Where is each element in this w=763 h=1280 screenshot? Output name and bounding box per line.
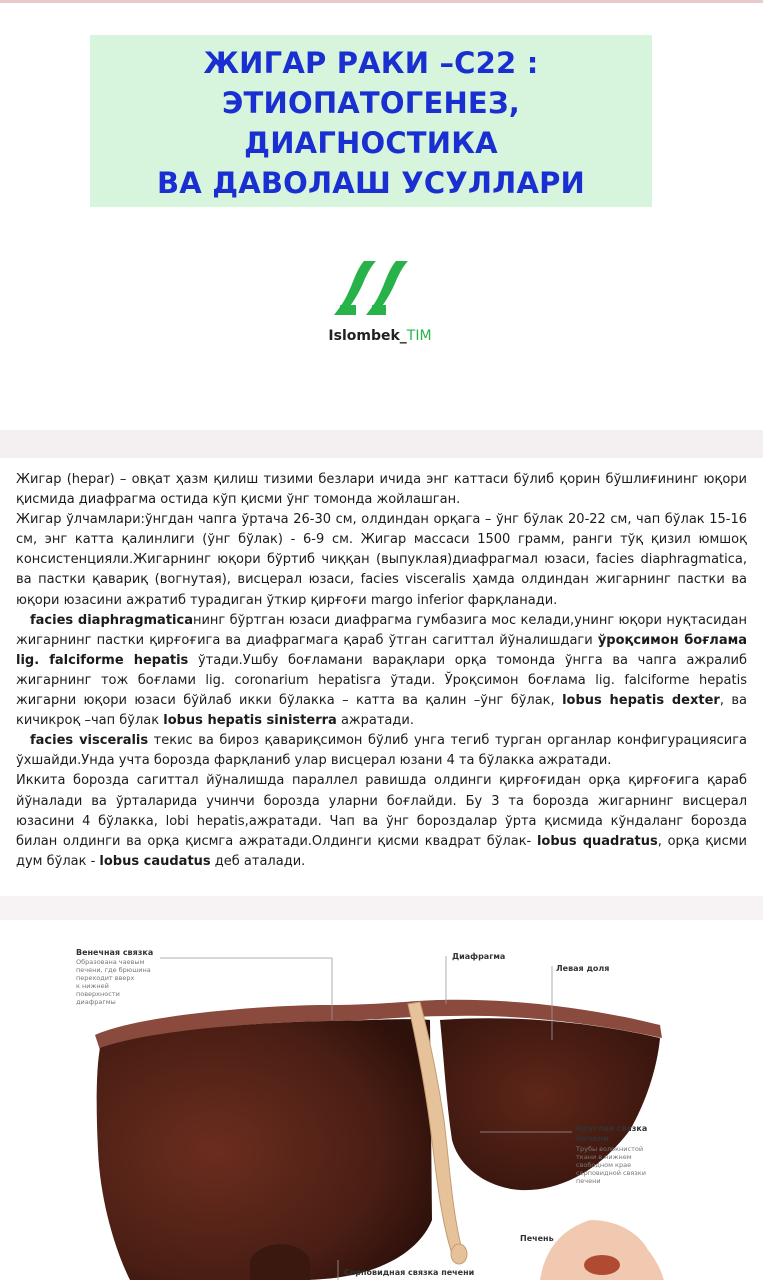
coronary-desc-line-6: диафрагмы [76, 998, 116, 1006]
paragraph-3-text-2: ўтади.Ушбу боғламани варақлари орқа томонда ўнгга ва чапга ажралиб жигарнинг тож боғлами lig. coronarium hepatisга ўтади. Ўроқсимон боғлама lig. falciforme hepatis жигарни юқори юзаси бўйлаб икки бўлакка – катта ва қалин –ўнг бўлак, [16, 652, 747, 709]
round-desc-line-5: печени [576, 1177, 601, 1185]
label-round-ligament: Круглая связка [576, 1124, 648, 1133]
coronary-desc-line-1: Образована чаевым [76, 958, 145, 966]
term-lobus-dexter: lobus hepatis dexter [562, 693, 720, 709]
paragraph-4 [16, 731, 747, 771]
logo-suffix: TIM [406, 328, 432, 344]
title-line-4: ВА ДАВОЛАШ УСУЛЛАРИ [156, 166, 586, 200]
torso-liver-icon [584, 1255, 620, 1275]
label-liver: Печень [520, 1234, 554, 1243]
anatomy-text-slide [0, 458, 763, 896]
channel-logo-icon [334, 259, 408, 317]
paragraph-2: Жигар ўлчамлари:ўнгдан чапга ўртача 26-30 см, олдиндан орқага – ўнг бўлак 20-22 см, чап бўлак 15-16 см, энг катта қалинлиги (ўнг бўлак) - 6-9 см. Жигар массаси 1500 грамм, ранги тўқ қизил юмшоқ консистенцияли.Жигарнинг юқори бўртиб чиққан (выпуклая)диафрагмал юзаси, facies diaphragmatica, ва пастки қавариқ (вогнутая), висцерал юзаси, facies visceralis ҳамда олдиндан жигарнинг пастки ва юқори юзасини ажратиб турадиган ўткир қирғоғи margo inferior фарқланади. [16, 512, 747, 608]
title-slide [0, 3, 763, 430]
round-description [576, 1145, 646, 1185]
coronary-desc-line-4: к нижней [76, 982, 109, 990]
round-desc-line-2: ткани в нижнем [576, 1153, 632, 1161]
paragraph-4-text: текис ва бироз қавариқсимон бўлиб унга тегиб турган органлар конфигурациясига ўхшайди.Унда учта борозда фарқланиб улар висцерал юзани 4 та бўлакка ажратади. [16, 733, 748, 769]
paragraph-5-text-2: , орқа қисми дум бўлак - [16, 833, 747, 869]
title-line-3: ДИАГНОСТИКА [244, 126, 498, 160]
title-line-1: ЖИГАР РАКИ –С22 : [203, 46, 539, 80]
label-round-ligament-2: печени [576, 1134, 610, 1143]
label-falciform-ligament: Серповидная связка печени [344, 1268, 475, 1277]
round-desc-line-4: серповидной связки [576, 1169, 646, 1177]
label-coronary-ligament: Венечная связка [76, 948, 154, 957]
label-left-lobe: Левая доля [556, 964, 610, 973]
paragraph-5-text-3: деб аталади. [210, 853, 306, 869]
coronary-description [76, 958, 151, 1006]
label-diaphragm: Диафрагма [452, 952, 506, 961]
term-lobus-caudatus: lobus caudatus [99, 853, 211, 869]
paragraph-3-text-4: ажратади. [336, 713, 414, 729]
title-box [90, 35, 652, 207]
round-ligament-end [451, 1244, 467, 1264]
paragraph-5-text-1: Иккита борозда сагиттал йўналишда параллел равишда олдинги қирғоғидан орқа қирғоғига қараб йўналади ва ўрталарида учинчи борозда уларни боғлайди. Бу 3 та борозда жигарнинг висцерал юзасини 4 бўлакка, lobi hepatis,ажратади. Чап ва ўнг бороздалар ўрта қисмида кўндаланг борозда билан олдинги ва орқа қисмга ажратади.Олдинги қисми квадрат бўлак- [16, 773, 747, 849]
coronary-desc-line-3: переходит вверх [76, 974, 135, 982]
liver-illustration-slide [0, 920, 763, 1280]
title-line-2: ЭТИОПАТОГЕНЕЗ, [222, 86, 520, 120]
right-lobe [97, 1019, 432, 1280]
term-lobus-quadratus: lobus quadratus [536, 833, 658, 849]
slide-separator [0, 430, 763, 458]
text-block [16, 470, 747, 872]
slide-title [90, 43, 652, 203]
round-desc-line-3: свободном крае [576, 1161, 632, 1169]
logo-caption [300, 328, 460, 344]
paragraph-3 [16, 611, 747, 732]
coronary-desc-line-2: печени, где брюшина [76, 966, 151, 974]
logo-name: Islombek_ [328, 328, 407, 344]
paragraph-5 [16, 771, 747, 871]
paragraph-1: Жигар (hepar) – овқат ҳазм қилиш тизими безлари ичида энг каттаси бўлиб қорин бўшлиғининг юқори қисмида диафрагма остида кўп қисми ўнг томонда жойлашган. [16, 472, 747, 508]
slide-separator-2 [0, 896, 763, 920]
paragraph-3-text-3: , ва кичикроқ –чап бўлак [16, 693, 747, 729]
term-facies-visceralis: facies visceralis [30, 733, 149, 749]
round-desc-line-1: Трубы волокнистой [576, 1145, 644, 1153]
term-falciform-ligament: ўроқсимон боғлама lig. falciforme hepatis [16, 632, 747, 668]
term-facies-diaphragmatica: facies diaphragmatica [30, 612, 193, 628]
paragraph-3-text-1: нинг бўртган юзаси диафрагма гумбазига мос келади,унинг юқори нуқтасидан жигарнинг пастки қирғоғига ва диафрагмага қараб ўтган сагиттал йўналишдаги [16, 612, 747, 648]
coronary-desc-line-5: поверхности [76, 990, 120, 998]
term-lobus-sinister: lobus hepatis sinisterra [163, 713, 337, 729]
